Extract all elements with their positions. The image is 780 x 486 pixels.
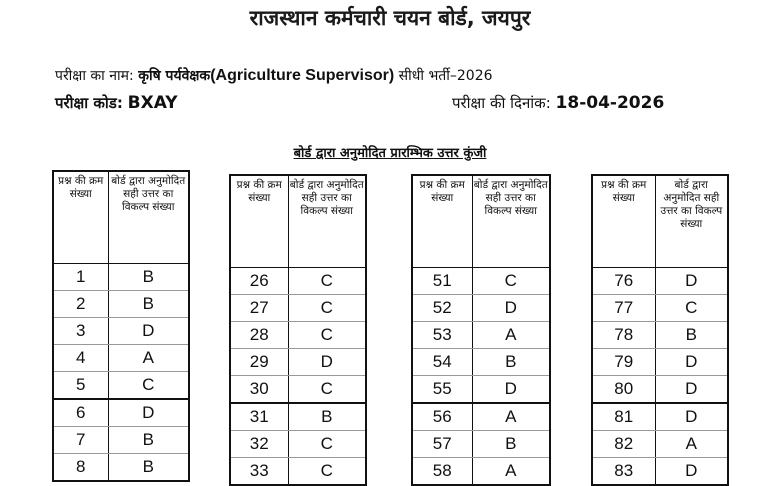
exam-date-label: परीक्षा की दिनांक:: [452, 94, 551, 112]
question-number: 77: [592, 295, 655, 322]
answer-option: A: [108, 345, 189, 372]
header-question-number: प्रश्न की क्रम संख्या: [230, 175, 288, 268]
answer-option: A: [655, 431, 728, 458]
question-number: 54: [412, 349, 472, 376]
table-row: [592, 268, 728, 295]
table-row: [53, 291, 189, 318]
question-number: 28: [230, 322, 288, 349]
table-row: [53, 427, 189, 454]
table-row: [592, 431, 728, 458]
question-number: 30: [230, 376, 288, 404]
answer-option: D: [472, 295, 550, 322]
exam-name-suffix: सीधी भर्ती–2026: [398, 68, 493, 84]
answer-option: B: [108, 454, 189, 482]
table-row: [412, 268, 550, 295]
exam-name-english: (Agriculture Supervisor): [210, 67, 395, 84]
question-number: 32: [230, 431, 288, 458]
question-number: 27: [230, 295, 288, 322]
table-row: [592, 295, 728, 322]
answer-option: C: [288, 268, 366, 295]
question-number: 8: [53, 454, 108, 482]
answer-option: A: [472, 403, 550, 431]
answer-option: C: [288, 295, 366, 322]
question-number: 80: [592, 376, 655, 404]
table-row: [412, 349, 550, 376]
table-row: [230, 458, 366, 486]
table-row: [230, 295, 366, 322]
answer-option: D: [472, 376, 550, 404]
question-number: 51: [412, 268, 472, 295]
table-row: [230, 322, 366, 349]
answer-key-table-1: [52, 170, 190, 482]
answer-option: C: [288, 376, 366, 404]
table-row: [230, 349, 366, 376]
header-approved-answer: बोर्ड द्वारा अनुमोदित सही उत्तर का विकल्प संख्या: [472, 175, 550, 268]
table-row: [53, 264, 189, 291]
table-row: [592, 403, 728, 431]
table-row: [230, 268, 366, 295]
answer-key-table-3: [411, 174, 551, 486]
header-approved-answer: बोर्ड द्वारा अनुमोदित सही उत्तर का विकल्प संख्या: [288, 175, 366, 268]
table-row: [592, 322, 728, 349]
exam-name-line: [55, 66, 493, 85]
question-number: 52: [412, 295, 472, 322]
table-row: [412, 458, 550, 486]
answer-key-table-2: [229, 174, 367, 486]
answer-key-table-4: [591, 174, 729, 486]
table-row: [412, 403, 550, 431]
question-number: 2: [53, 291, 108, 318]
answer-option: B: [472, 431, 550, 458]
table-row: [53, 454, 189, 482]
exam-code-line: [55, 93, 178, 113]
answer-option: B: [108, 427, 189, 454]
question-number: 3: [53, 318, 108, 345]
answer-option: C: [655, 295, 728, 322]
answer-option: A: [472, 322, 550, 349]
answer-option: D: [108, 399, 189, 427]
question-number: 79: [592, 349, 655, 376]
answer-option: C: [288, 322, 366, 349]
answer-option: D: [655, 403, 728, 431]
answer-option: B: [472, 349, 550, 376]
question-number: 55: [412, 376, 472, 404]
board-title: राजस्थान कर्मचारी चयन बोर्ड, जयपुर: [249, 6, 531, 30]
question-number: 53: [412, 322, 472, 349]
question-number: 29: [230, 349, 288, 376]
exam-name-hindi: कृषि पर्यवेक्षक: [138, 68, 211, 84]
answer-option: D: [108, 318, 189, 345]
table-row: [412, 295, 550, 322]
header-approved-answer: बोर्ड द्वारा अनुमोदित सही उत्तर का विकल्प संख्या: [655, 175, 728, 268]
answer-option: C: [288, 458, 366, 486]
header-question-number: प्रश्न की क्रम संख्या: [592, 175, 655, 268]
table-row: [230, 376, 366, 404]
answer-option: D: [288, 349, 366, 376]
question-number: 26: [230, 268, 288, 295]
answer-option: B: [655, 322, 728, 349]
table-row: [230, 431, 366, 458]
answer-key-title-text: बोर्ड द्वारा अनुमोदित प्रारम्भिक उत्तर कुंजी: [293, 146, 487, 161]
question-number: 31: [230, 403, 288, 431]
question-number: 78: [592, 322, 655, 349]
header-approved-answer: बोर्ड द्वारा अनुमोदित सही उत्तर का विकल्प संख्या: [108, 171, 189, 264]
answer-option: C: [288, 431, 366, 458]
table-row: [592, 376, 728, 404]
table-row: [53, 318, 189, 345]
answer-option: D: [655, 349, 728, 376]
answer-option: C: [108, 372, 189, 400]
exam-code: BXAY: [127, 93, 178, 113]
question-number: 57: [412, 431, 472, 458]
table-row: [412, 431, 550, 458]
table-row: [53, 399, 189, 427]
answer-option: D: [655, 268, 728, 295]
question-number: 76: [592, 268, 655, 295]
answer-option: B: [288, 403, 366, 431]
answer-option: B: [108, 291, 189, 318]
answer-option: B: [108, 264, 189, 291]
question-number: 5: [53, 372, 108, 400]
answer-key-title: [0, 143, 780, 161]
table-row: [53, 372, 189, 400]
question-number: 58: [412, 458, 472, 486]
exam-date: 18-04-2026: [555, 93, 665, 113]
question-number: 81: [592, 403, 655, 431]
answer-option: D: [655, 376, 728, 404]
question-number: 1: [53, 264, 108, 291]
header-question-number: प्रश्न की क्रम संख्या: [412, 175, 472, 268]
answer-option: A: [472, 458, 550, 486]
header-question-number: प्रश्न की क्रम संख्या: [53, 171, 108, 264]
answer-option: D: [655, 458, 728, 486]
question-number: 82: [592, 431, 655, 458]
table-row: [592, 458, 728, 486]
table-row: [53, 345, 189, 372]
exam-date-line: [452, 93, 664, 113]
question-number: 33: [230, 458, 288, 486]
table-row: [412, 322, 550, 349]
table-row: [592, 349, 728, 376]
answer-option: C: [472, 268, 550, 295]
table-row: [412, 376, 550, 404]
table-row: [230, 403, 366, 431]
question-number: 6: [53, 399, 108, 427]
question-number: 7: [53, 427, 108, 454]
exam-name-label: परीक्षा का नाम:: [55, 68, 134, 84]
question-number: 4: [53, 345, 108, 372]
question-number: 56: [412, 403, 472, 431]
question-number: 83: [592, 458, 655, 486]
exam-code-label: परीक्षा कोड:: [55, 94, 123, 112]
